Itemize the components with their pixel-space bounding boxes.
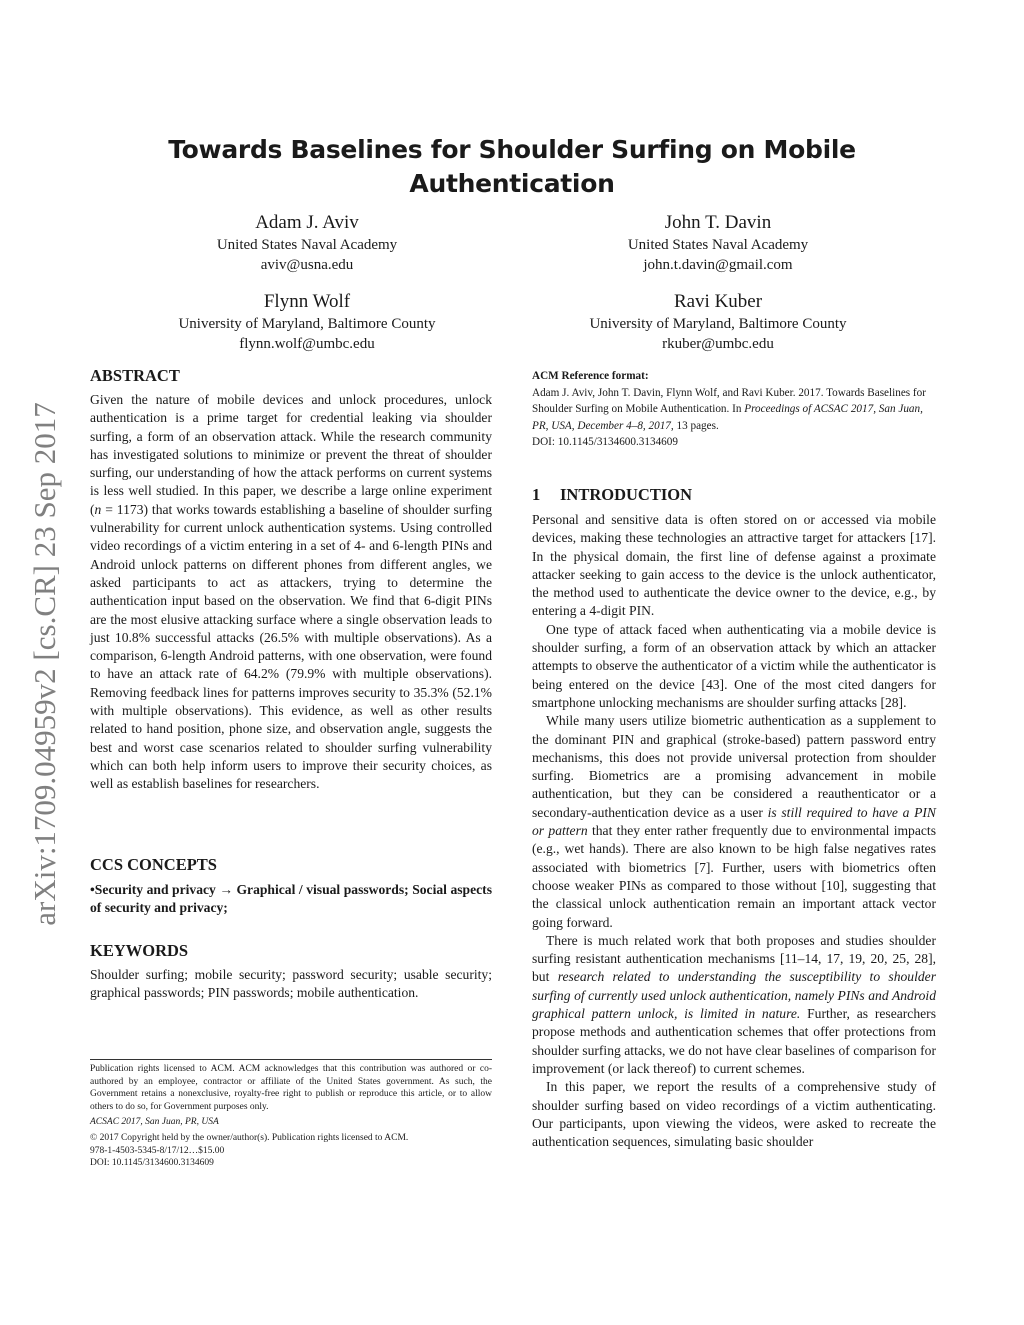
footnote-venue: ACSAC 2017, San Juan, PR, USA — [90, 1117, 219, 1128]
intro-paragraph: In this paper, we report the results of a comprehensive study of shoulder surfing based on video recordings of a victim authenticating. Our participants, upon viewing the videos, were asked to recreate the authentication sequences, simulating basic shoulder — [532, 1079, 936, 1150]
author-email[interactable]: john.t.davin@gmail.com — [643, 257, 793, 273]
ccs-section — [90, 855, 492, 918]
introduction-section — [532, 485, 936, 1151]
author-email[interactable]: rkuber@umbc.edu — [662, 336, 774, 352]
author-block — [97, 211, 517, 275]
footnote-rule — [90, 1059, 492, 1060]
acm-reference-citation: Adam J. Aviv, John T. Davin, Flynn Wolf, and Ravi Kuber. 2017. Towards Baselines for Shoulder Surfing on Mobile Authentication. In Proceedings of ACSAC 2017, San Juan, PR, USA, December 4–8, 2017, 13 pages. — [532, 386, 926, 432]
arxiv-stamp-text: arXiv:1709.04959v2 [cs.CR] 23 Sep 2017 — [27, 402, 62, 926]
author-affiliation: United States Naval Academy — [627, 237, 809, 253]
keywords-section — [90, 941, 492, 1003]
abstract-text: Given the nature of mobile devices and unlock procedures, unlock authentication is a prime target for credential leaking via shoulder surfing, a form of an observation attack. While the research community has investigated solutions to minimize or prevent the threat of shoulder surfing, our understanding of how the attack performs on current systems is less well studied. In this paper, we describe a large online experiment (n = 1173) that works towards establishing a baseline of shoulder surfing vulnerability for current unlock authentication systems. Using controlled video recordings of a victim entering in a set of 4- and 6-length PINs and Android unlock patterns on different phones from different angles, we asked participants to act as attackers, trying to determine the authentication input based on the observation. We find that 6-digit PINs are the most elusive attacking surface where a single observation leads to just 10.8% successful attacks (26.5% with multiple observations). As a comparison, 6-length Android patterns, with one observation, were found to have an attack rate of 64.2% (79.9% with multiple observations). Removing feedback lines for patterns improves security to 35.3% (52.1% with multiple observations). This evidence, as well as other results related to hand position, phone size, and observation angle, suggests the best and worst case scenarios related to shoulder surfing vulnerability which can both help inform users to improve their security choices, as well as establish baselines for researchers. — [90, 392, 492, 792]
author-name: Adam J. Aviv — [255, 212, 359, 233]
acm-reference — [532, 368, 936, 451]
intro-paragraph: One type of attack faced when authenticating via a mobile device is shoulder surfing, a form of an observation attack by which an attacker attempts to observe the authenticator of a victim while the authenticator is being entered on the device [43]. One of the most cited dangers for smartphone unlocking mechanisms are shoulder surfing attacks [28]. — [532, 621, 936, 710]
footnote-doi: DOI: 10.1145/3134600.3134609 — [90, 1158, 214, 1169]
author-block — [97, 290, 517, 354]
author-affiliation: University of Maryland, Baltimore County — [178, 316, 436, 332]
author-block — [508, 211, 928, 275]
footnote-copyright: © 2017 Copyright held by the owner/author(s). Publication rights licensed to ACM. — [90, 1132, 409, 1143]
footnote — [90, 1063, 492, 1170]
abstract-heading: ABSTRACT — [90, 366, 180, 385]
footnote-isbn: 978-1-4503-5345-8/17/12…$15.00 — [90, 1145, 225, 1156]
introduction-heading: 1 INTRODUCTION — [532, 485, 693, 504]
author-email[interactable]: aviv@usna.edu — [260, 257, 354, 273]
author-affiliation: University of Maryland, Baltimore County — [589, 316, 847, 332]
keywords-heading: KEYWORDS — [90, 941, 189, 960]
author-name: John T. Davin — [664, 212, 772, 233]
author-affiliation: United States Naval Academy — [216, 237, 398, 253]
author-block — [508, 290, 928, 354]
keywords-text: Shoulder surfing; mobile security; password security; usable security; graphical passwords; PIN passwords; mobile authentication. — [90, 967, 492, 1001]
arxiv-stamp — [28, 352, 62, 942]
acm-reference-doi: DOI: 10.1145/3134600.3134609 — [532, 436, 678, 449]
acm-reference-label: ACM Reference format: — [532, 370, 649, 382]
intro-paragraph: While many users utilize biometric authentication as a supplement to the dominant PIN and graphical (stroke-based) pattern password entry mechanisms, this does not provide universal protection from shoulder surfing. Biometrics are a promising advancement in mobile authentication, but they can be considered a reauthenticator or a secondary-authentication device as a user is still required to have a PIN or pattern that they enter rather frequently due to environmental impacts (e.g., wet hands). There are also known to be high false negatives rates associated with biometrics [7]. Further, users with biometrics often choose weaker PINs as compared to those without [10], suggesting that the classical unlock authentication remain an important attack vector going forward. — [532, 713, 936, 930]
author-name: Ravi Kuber — [673, 291, 763, 312]
author-email[interactable]: flynn.wolf@umbc.edu — [239, 336, 375, 352]
intro-paragraph: Personal and sensitive data is often stored on or accessed via mobile devices, making these technologies an attractive target for attackers [17]. In the physical domain, the first line of defense against a proximate attacker seeking to gain access to the device is the unlock authenticator, the method used to authenticate the device owner to the device, e.g., by entering a 4-digit PIN. — [532, 512, 936, 619]
author-name: Flynn Wolf — [263, 291, 351, 312]
footnote-rights: Publication rights licensed to ACM. ACM acknowledges that this contribution was authored or co-authored by an employee, contractor or affiliate of the United States government. As such, the Government retains a nonexclusive, royalty-free right to publish or reproduce this article, or to allow others to do so, for Government purposes only. — [90, 1064, 492, 1112]
ccs-text: •Security and privacy → Graphical / visual passwords; Social aspects of security and privacy; — [90, 882, 492, 916]
intro-paragraph: There is much related work that both proposes and studies shoulder surfing resistant authentication mechanisms [11–14, 17, 19, 20, 25, 28], but research related to understanding the susceptibility to shoulder surfing of currently used unlock authentication, namely PINs and Android graphical pattern unlock, is limited in nature. Further, as researchers propose methods and authentication schemes that offer protections from shoulder surfing attacks, we do not have clear baselines of comparison for improvement (or lack thereof) to current schemes. — [532, 932, 936, 1076]
abstract-section — [90, 366, 492, 794]
paper-title: Towards Baselines for Shoulder Surfing on Mobile Authentication — [168, 135, 856, 198]
ccs-heading: CCS CONCEPTS — [90, 855, 217, 874]
